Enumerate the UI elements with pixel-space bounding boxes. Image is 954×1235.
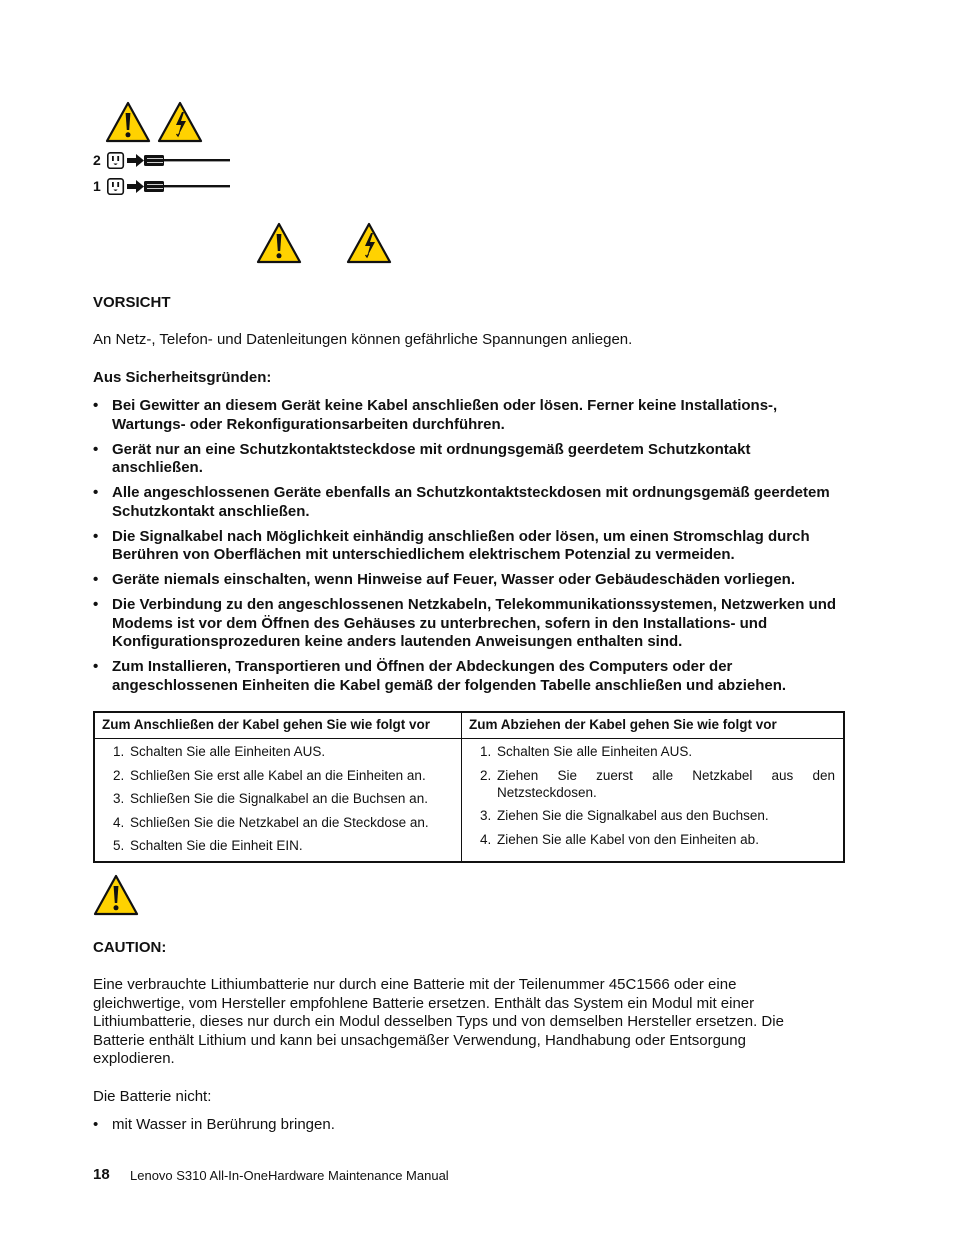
list-item: 2. Ziehen Sie zuerst alle Netzkabel aus den Netzsteckdosen. bbox=[480, 767, 835, 800]
safety-bullet-list bbox=[93, 397, 845, 695]
disconnect-steps-list bbox=[470, 743, 835, 848]
list-item: 4. Schließen Sie die Netzkabel an die Steckdose an. bbox=[113, 814, 429, 830]
outlet-label-1: 1 bbox=[93, 178, 101, 194]
plug-outlet-icon bbox=[107, 178, 231, 195]
section-intro: An Netz-, Telefon- und Datenleitungen können gefährliche Spannungen anliegen. bbox=[93, 331, 633, 348]
table-row bbox=[94, 739, 844, 862]
connect-steps-list bbox=[103, 743, 453, 854]
disconnect-steps-cell bbox=[462, 739, 845, 862]
section-heading-vorsicht: VORSICHT bbox=[93, 294, 171, 311]
list-item: 1. Schalten Sie alle Einheiten AUS. bbox=[480, 744, 693, 759]
list-item: 5. Schalten Sie die Einheit EIN. bbox=[113, 838, 303, 853]
warning-triangle-icon bbox=[93, 874, 139, 917]
battery-intro: Die Batterie nicht: bbox=[93, 1088, 212, 1105]
table-header-row bbox=[94, 712, 844, 739]
electrical-hazard-icon bbox=[346, 222, 392, 265]
section-heading-caution: CAUTION: bbox=[93, 939, 167, 956]
page-number: 18 bbox=[93, 1166, 110, 1183]
connect-steps-cell bbox=[94, 739, 462, 862]
manual-title: Lenovo S310 All-In-OneHardware Maintenance Manual bbox=[130, 1168, 449, 1183]
list-item: • Gerät nur an eine Schutzkontaktsteckdose mit ordnungsgemäß geerdetem Schutzkontakt anschließen. bbox=[93, 441, 845, 478]
outlet-label-2: 2 bbox=[93, 152, 101, 168]
list-item: • Zum Installieren, Transportieren und Öffnen der Abdeckungen des Computers oder der angeschlossenen Einheiten die Kabel gemäß der folgenden Tabelle anschließen und abziehen. bbox=[93, 658, 845, 695]
list-item: 4. Ziehen Sie alle Kabel von den Einheiten ab. bbox=[480, 831, 759, 847]
battery-bullet-list bbox=[93, 1116, 845, 1135]
list-item: 3. Schließen Sie die Signalkabel an die Buchsen an. bbox=[113, 791, 428, 806]
battery-paragraph: Eine verbrauchte Lithiumbatterie nur durch eine Batterie mit der Teilenummer 45C1566 oder eine gleichwertige, vom Hersteller empfohlene Batterie ersetzen. Enthält das System ein Modul mit einer Lithiumbatterie, dieses nur durch ein Modul desselben Typs und von demselben Hersteller ersetzen. Die Batterie enthält Lithium und kann bei unsachgemäßer Verwendung, Handhabung oder Entsorgung explodieren. bbox=[93, 976, 784, 1067]
electrical-hazard-icon bbox=[157, 101, 203, 144]
table-header-connect: Zum Anschließen der Kabel gehen Sie wie folgt vor bbox=[94, 712, 462, 739]
table-header-disconnect: Zum Abziehen der Kabel gehen Sie wie folgt vor bbox=[462, 712, 845, 739]
warning-triangle-icon bbox=[256, 222, 302, 265]
list-item: • mit Wasser in Berührung bringen. bbox=[93, 1116, 845, 1135]
list-item: 2. Schließen Sie erst alle Kabel an die Einheiten an. bbox=[113, 767, 426, 783]
warning-triangle-icon bbox=[105, 101, 151, 144]
cable-procedure-table bbox=[93, 711, 845, 863]
list-item: 1. Schalten Sie alle Einheiten AUS. bbox=[113, 744, 326, 759]
list-item: • Die Signalkabel nach Möglichkeit einhändig anschließen oder lösen, um einen Stromschlag durch Berühren von Oberflächen mit unterschiedlichem elektrischem Potenzial zu vermeiden. bbox=[93, 528, 845, 565]
plug-outlet-icon bbox=[107, 152, 231, 169]
list-item: • Geräte niemals einschalten, wenn Hinweise auf Feuer, Wasser oder Gebäudeschäden vorliegen. bbox=[93, 571, 845, 590]
list-item: 3. Ziehen Sie die Signalkabel aus den Buchsen. bbox=[480, 808, 769, 823]
list-item: • Bei Gewitter an diesem Gerät keine Kabel anschließen oder lösen. Ferner keine Installations-, Wartungs- oder Rekonfigurationsarbeiten durchführen. bbox=[93, 397, 845, 434]
section-subheading: Aus Sicherheitsgründen: bbox=[93, 369, 272, 386]
list-item: • Alle angeschlossenen Geräte ebenfalls an Schutzkontaktsteckdosen mit ordnungsgemäß geerdetem Schutzkontakt anschließen. bbox=[93, 484, 845, 521]
list-item: • Die Verbindung zu den angeschlossenen Netzkabeln, Telekommunikationssystemen, Netzwerken und Modems ist vor dem Öffnen des Gehäuses zu unterbrechen, sofern in den Installations- und Konfigurationsprozeduren keine anders lautenden Anweisungen enthalten sind. bbox=[93, 596, 845, 652]
